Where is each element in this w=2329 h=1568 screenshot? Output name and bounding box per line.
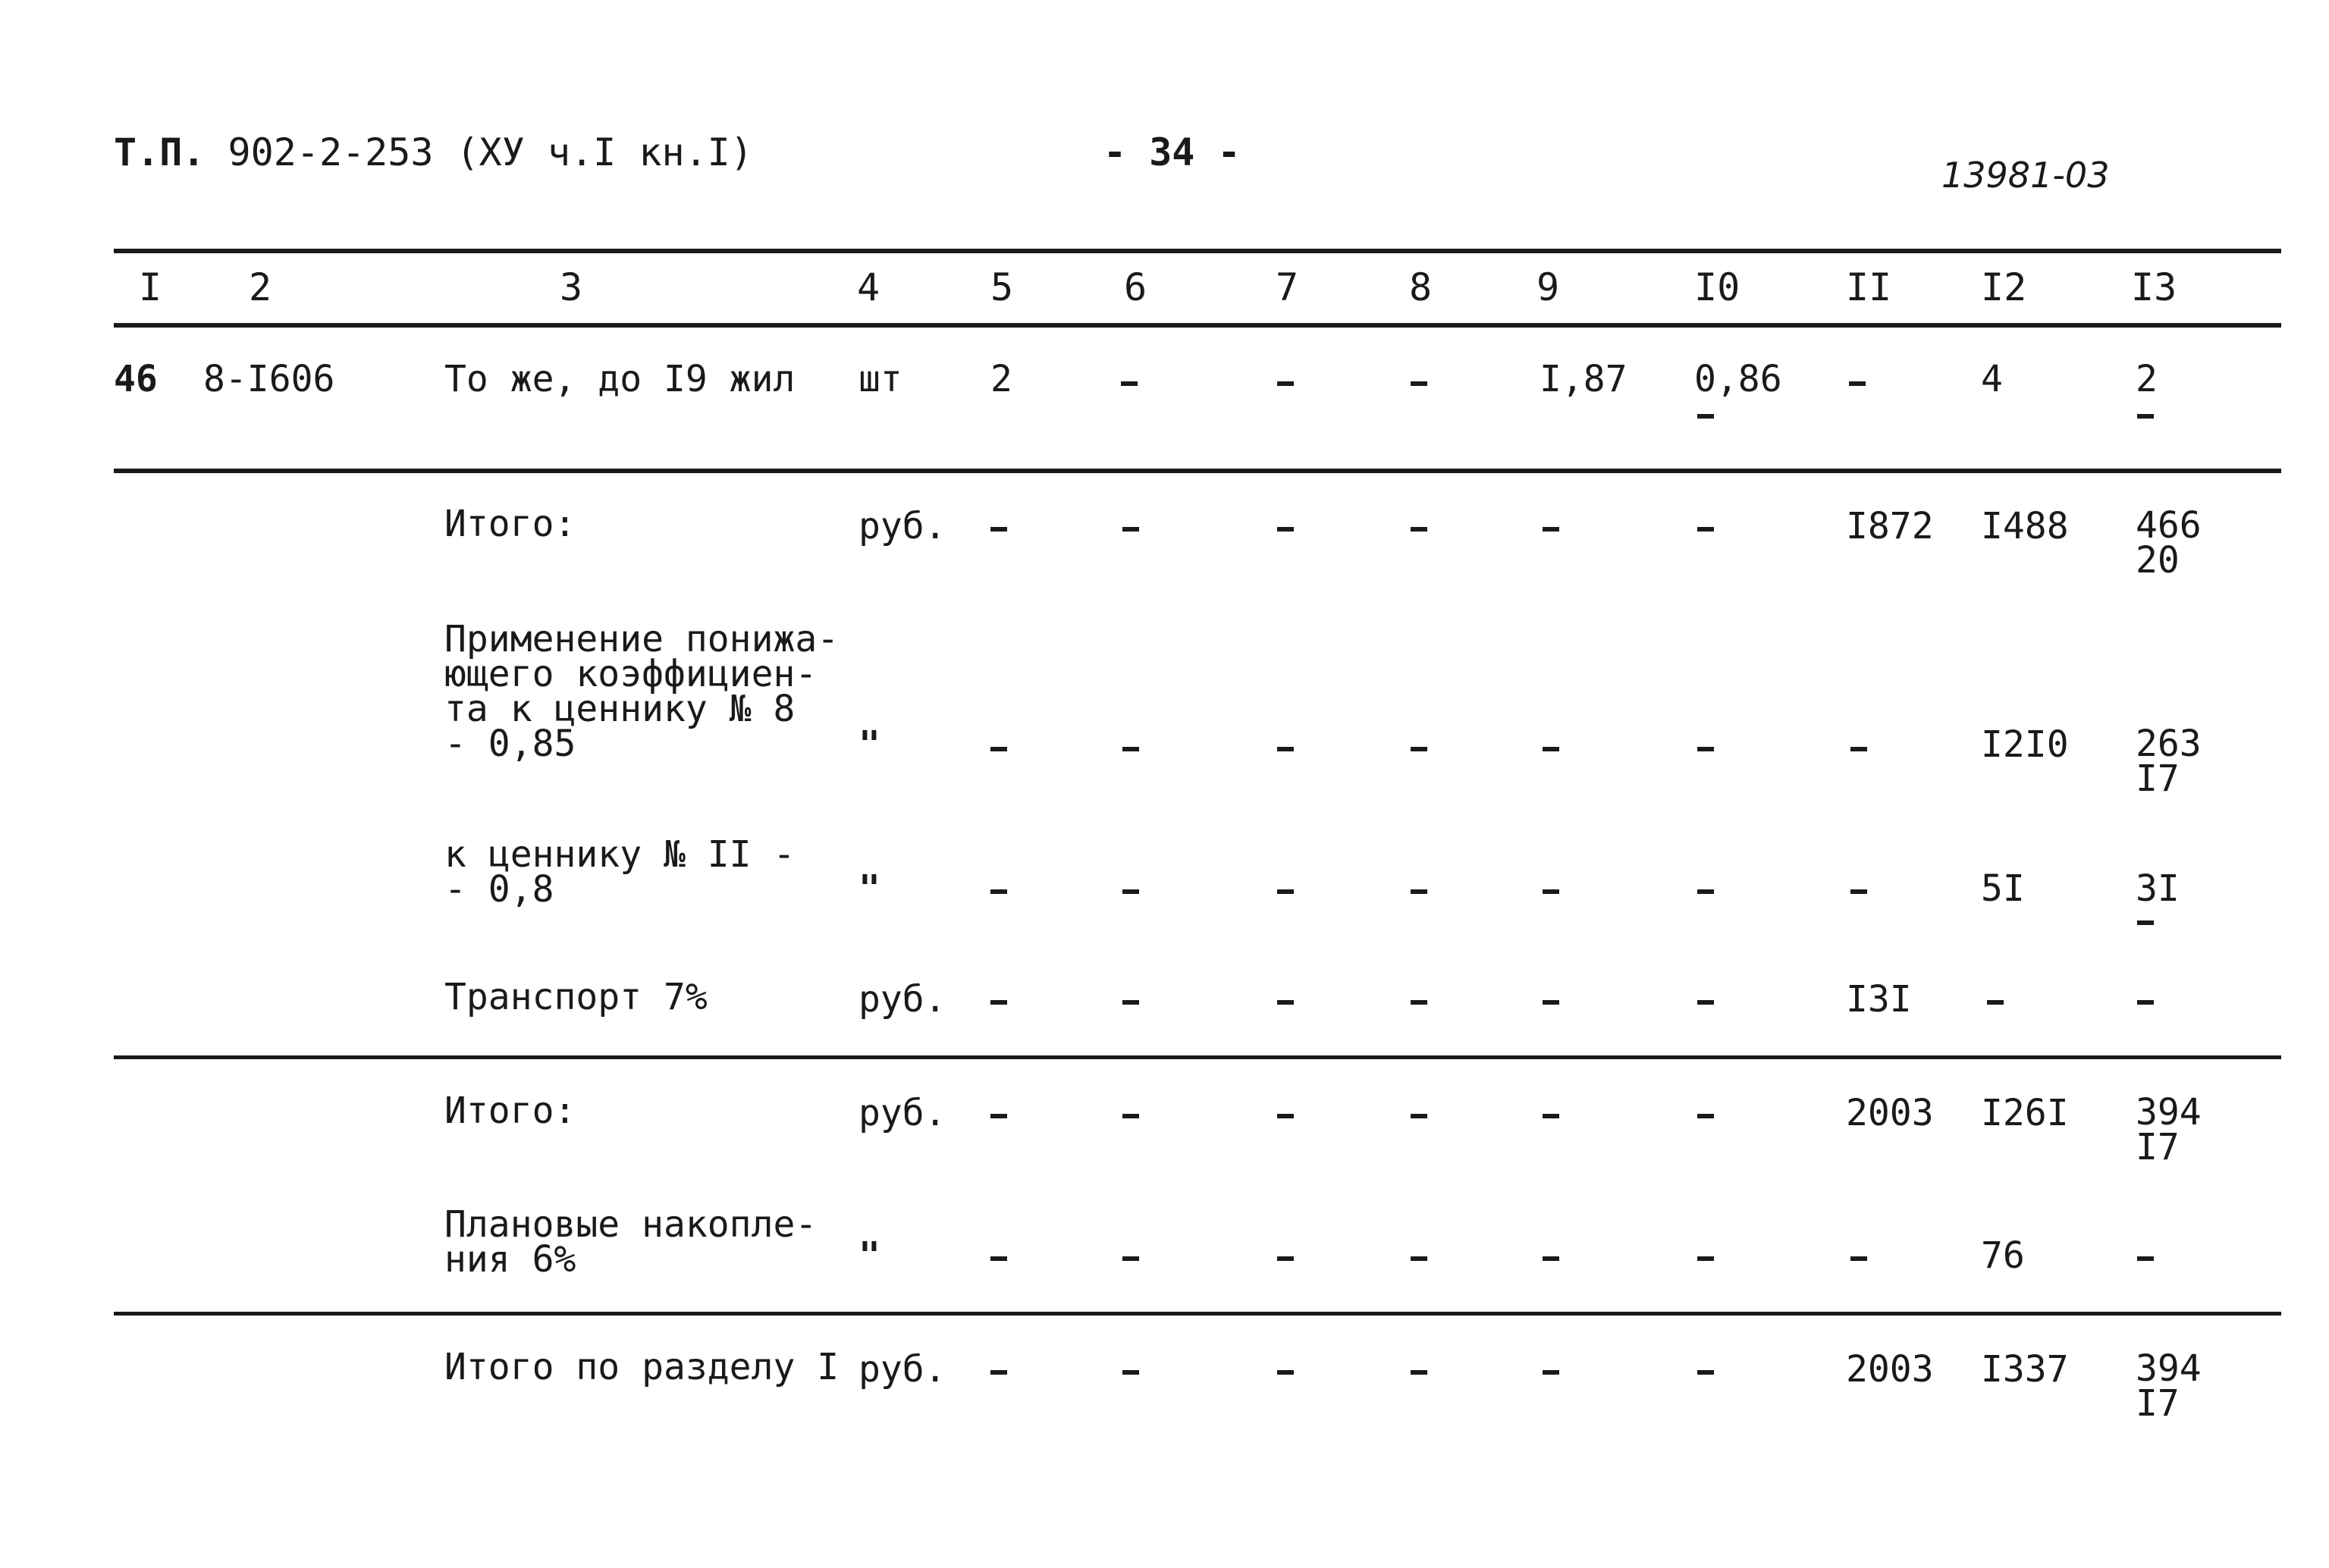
empty-dash bbox=[1122, 1370, 1139, 1375]
unit-ditto: " bbox=[858, 867, 880, 910]
doc-code-text: 902-2-253 (ХУ ч.I кн.I) bbox=[228, 130, 753, 174]
empty-dash bbox=[1122, 1256, 1139, 1261]
empty-dash bbox=[2137, 1256, 2154, 1261]
value-col12: I2I0 bbox=[1981, 723, 2069, 766]
label-line: Итого: bbox=[444, 503, 576, 545]
empty-dash bbox=[1697, 747, 1714, 751]
row-number: 46 bbox=[114, 358, 158, 400]
value-col11: I3I bbox=[1846, 978, 1912, 1021]
col-number: 8 bbox=[1409, 265, 1433, 309]
empty-dash bbox=[1850, 1256, 1867, 1261]
doc-prefix: Т.П. bbox=[114, 130, 206, 174]
empty-dash bbox=[1411, 1000, 1427, 1005]
row-label bbox=[444, 976, 708, 1018]
col-number: I0 bbox=[1694, 265, 1740, 309]
value-line: 263 bbox=[2136, 723, 2202, 765]
empty-dash bbox=[1697, 414, 1714, 419]
value-line: I7 bbox=[2136, 757, 2180, 800]
empty-dash bbox=[1411, 381, 1427, 386]
value-line: 394 bbox=[2136, 1347, 2202, 1390]
empty-dash bbox=[1543, 889, 1559, 894]
column-header-rule bbox=[114, 323, 2281, 328]
row-label bbox=[444, 1203, 818, 1281]
col-number: 7 bbox=[1276, 265, 1299, 309]
empty-dash bbox=[1543, 1370, 1559, 1375]
empty-dash bbox=[1411, 1256, 1427, 1261]
row-label bbox=[444, 833, 796, 911]
document-code bbox=[114, 130, 753, 174]
value-col13: 3I bbox=[2136, 867, 2180, 910]
label-line: ния 6% bbox=[444, 1238, 576, 1281]
empty-dash bbox=[990, 1000, 1007, 1005]
value-line: 20 bbox=[2136, 539, 2180, 582]
label-line: Применение понижа- bbox=[444, 618, 840, 660]
empty-dash bbox=[1411, 1370, 1427, 1375]
label-line: Плановые накопле- bbox=[444, 1203, 818, 1246]
col-number: 2 bbox=[249, 265, 272, 309]
row-label bbox=[444, 1090, 576, 1132]
archive-number: 13981-03 bbox=[1941, 155, 2110, 196]
empty-dash bbox=[1277, 1000, 1294, 1005]
empty-dash bbox=[1697, 527, 1714, 532]
empty-dash bbox=[990, 747, 1007, 751]
empty-dash bbox=[1122, 747, 1139, 751]
value-col12: I488 bbox=[1981, 505, 2069, 547]
value-line: I7 bbox=[2136, 1382, 2180, 1425]
empty-dash bbox=[1121, 381, 1138, 386]
table-top-rule bbox=[114, 249, 2281, 253]
empty-dash bbox=[1122, 1000, 1139, 1005]
label-line: ющего коэффициен- bbox=[444, 653, 818, 695]
value-col13: 2 bbox=[2136, 358, 2158, 400]
label-line: - 0,8 bbox=[444, 868, 554, 911]
col-number: 9 bbox=[1536, 265, 1560, 309]
empty-dash bbox=[1697, 1000, 1714, 1005]
value-col9: I,87 bbox=[1540, 358, 1627, 400]
section-rule bbox=[114, 469, 2281, 473]
label-line: Транспорт 7% bbox=[444, 976, 708, 1018]
value-line: 394 bbox=[2136, 1091, 2202, 1134]
value-col12: 76 bbox=[1981, 1234, 2025, 1277]
empty-dash bbox=[1987, 1000, 2004, 1005]
unit: шт bbox=[858, 358, 902, 400]
empty-dash bbox=[1277, 1370, 1294, 1375]
empty-dash bbox=[1697, 1370, 1714, 1375]
empty-dash bbox=[1122, 1114, 1139, 1118]
item-name: То же, до I9 жил bbox=[444, 358, 796, 400]
value-col11: I872 bbox=[1846, 505, 1934, 547]
col-number: 4 bbox=[857, 265, 880, 309]
empty-dash bbox=[1850, 747, 1867, 751]
empty-dash bbox=[1411, 527, 1427, 532]
row-label bbox=[444, 503, 576, 545]
empty-dash bbox=[1697, 1256, 1714, 1261]
empty-dash bbox=[1277, 1114, 1294, 1118]
value-col13 bbox=[2136, 723, 2202, 800]
empty-dash bbox=[2137, 920, 2154, 925]
empty-dash bbox=[1697, 889, 1714, 894]
empty-dash bbox=[1122, 889, 1139, 894]
value-col12: 5I bbox=[1981, 867, 2025, 910]
empty-dash bbox=[990, 1370, 1007, 1375]
value-line: 466 bbox=[2136, 504, 2202, 547]
empty-dash bbox=[1543, 1256, 1559, 1261]
label-line: та к ценнику № 8 bbox=[444, 688, 796, 730]
empty-dash bbox=[1277, 381, 1294, 386]
value-col13 bbox=[2136, 1091, 2202, 1168]
empty-dash bbox=[1543, 527, 1559, 532]
empty-dash bbox=[1543, 1114, 1559, 1118]
label-line: - 0,85 bbox=[444, 723, 576, 765]
empty-dash bbox=[1850, 889, 1867, 894]
empty-dash bbox=[2137, 1000, 2154, 1005]
unit-ditto: " bbox=[858, 1234, 880, 1277]
page-number: - 34 - bbox=[1103, 130, 1241, 174]
empty-dash bbox=[1277, 1256, 1294, 1261]
unit: руб. bbox=[858, 505, 946, 547]
col-number: I3 bbox=[2131, 265, 2177, 309]
empty-dash bbox=[1543, 747, 1559, 751]
value-col13 bbox=[2136, 504, 2202, 582]
empty-dash bbox=[1122, 527, 1139, 532]
empty-dash bbox=[1411, 747, 1427, 751]
value-col12: I337 bbox=[1981, 1348, 2069, 1391]
label-line: Итого по разделу I bbox=[444, 1346, 840, 1388]
empty-dash bbox=[990, 527, 1007, 532]
empty-dash bbox=[1411, 1114, 1427, 1118]
value-line: I7 bbox=[2136, 1126, 2180, 1168]
value-col12: I26I bbox=[1981, 1092, 2069, 1134]
rate-code: 8-I606 bbox=[203, 358, 335, 400]
col-number: II bbox=[1846, 265, 1892, 309]
row-label bbox=[444, 1346, 840, 1388]
col-number: 6 bbox=[1124, 265, 1147, 309]
empty-dash bbox=[1277, 889, 1294, 894]
empty-dash bbox=[990, 1114, 1007, 1118]
col-number: I bbox=[139, 265, 162, 309]
empty-dash bbox=[990, 1256, 1007, 1261]
empty-dash bbox=[2137, 414, 2154, 419]
value-col11: 2003 bbox=[1846, 1092, 1934, 1134]
col-number: I2 bbox=[1981, 265, 2027, 309]
unit: руб. bbox=[858, 1092, 946, 1134]
col-number: 3 bbox=[560, 265, 583, 309]
label-line: Итого: bbox=[444, 1090, 576, 1132]
subtotal-rule bbox=[114, 1055, 2281, 1059]
empty-dash bbox=[990, 889, 1007, 894]
section-rule bbox=[114, 1312, 2281, 1316]
empty-dash bbox=[1543, 1000, 1559, 1005]
label-line: к ценнику № II - bbox=[444, 833, 796, 876]
empty-dash bbox=[1849, 381, 1866, 386]
unit-ditto: " bbox=[858, 723, 880, 766]
row-label bbox=[444, 618, 840, 765]
empty-dash bbox=[1277, 527, 1294, 532]
value-col13 bbox=[2136, 1347, 2202, 1425]
empty-dash bbox=[1411, 889, 1427, 894]
value-col10: 0,86 bbox=[1694, 358, 1782, 400]
unit: руб. bbox=[858, 1348, 946, 1391]
empty-dash bbox=[1697, 1114, 1714, 1118]
value-col12: 4 bbox=[1981, 358, 2003, 400]
value-col11: 2003 bbox=[1846, 1348, 1934, 1391]
quantity: 2 bbox=[990, 358, 1012, 400]
unit: руб. bbox=[858, 978, 946, 1021]
col-number: 5 bbox=[990, 265, 1014, 309]
empty-dash bbox=[1277, 747, 1294, 751]
